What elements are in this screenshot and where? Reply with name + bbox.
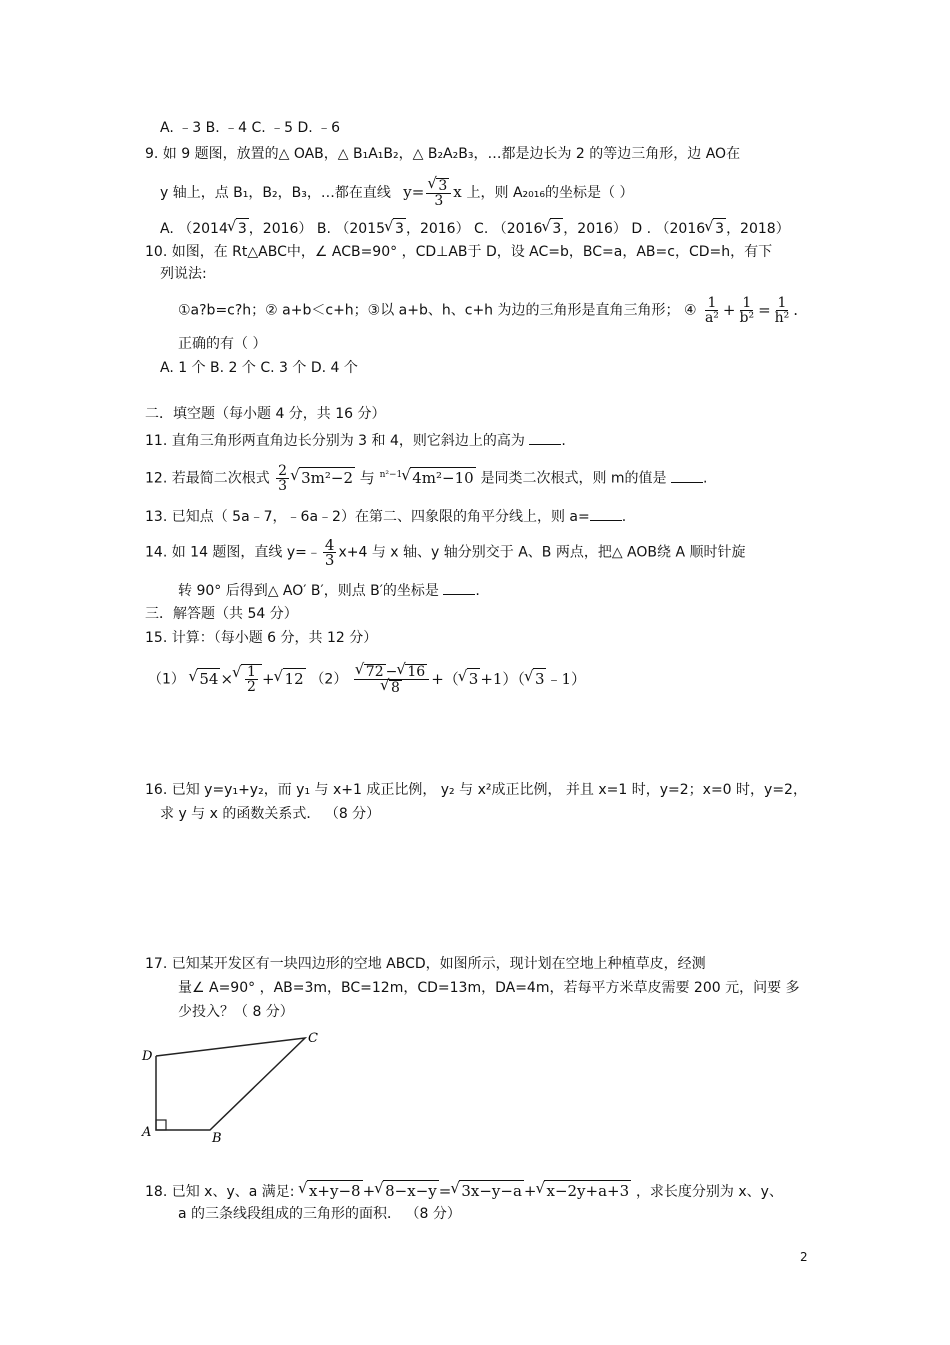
- q15-part1-label: （1）: [148, 671, 185, 688]
- q18-line2: a 的三条线段组成的三角形的面积． （8 分）: [178, 1206, 461, 1222]
- q14-line2: 转 90° 后得到△ AO′ B′，则点 B′的坐标是 .: [178, 580, 480, 601]
- q15-tail2: +1）（: [480, 669, 525, 688]
- q15-sqrt3a: √ 3: [467, 668, 481, 689]
- q18-equation: √ x+y−8 +√ 8−x−y =√ 3x−y−a +√ x−2y+a+3: [299, 1182, 636, 1200]
- q12-radical-1: √ 3m²−2: [299, 467, 355, 488]
- q18-radical-2: √ 8−x−y: [383, 1180, 439, 1201]
- q10-line4: 正确的有（ ）: [178, 336, 267, 352]
- label-c: C: [308, 1031, 318, 1046]
- q16-line2: 求 y 与 x 的函数关系式． （8 分）: [160, 806, 381, 822]
- q15-sqrt72: √ 72: [364, 664, 386, 679]
- eq-right: x: [453, 183, 462, 201]
- label-b: B: [212, 1131, 222, 1146]
- section2-heading: 二．填空题（每小题 4 分，共 16 分）: [145, 406, 386, 422]
- q9-option-b-tail: ，2016）: [405, 221, 470, 237]
- q17-line1: 17. 已知某开发区有一块四边形的空地 ABCD，如图所示，现计划在空地上种植草皮，经测: [145, 956, 706, 972]
- q12-radical-2: √ 4m²−10: [410, 467, 475, 488]
- q17-line2: 量∠ A=90° ，AB=3m，BC=12m，CD=13m，DA=4m，若每平方米草皮需要 200 元，问要 多: [178, 980, 800, 996]
- right-angle-marker: [156, 1120, 166, 1130]
- eq-sqrt: √ 3: [436, 178, 449, 193]
- q9-line2-end: 上，则 A₂₀₁₆的坐标是（ ）: [466, 185, 634, 201]
- q15-tail1: +（: [431, 669, 459, 688]
- f2-num: 1: [742, 295, 752, 311]
- q11-text: 11. 直角三角形两直角边长分别为 3 和 4，则它斜边上的高为: [145, 433, 525, 449]
- q15-half-den: 2: [247, 679, 256, 695]
- q15-part1-expr: [189, 664, 310, 695]
- q14-line2-text: 转 90° 后得到△ AO′ B′，则点 B′的坐标是: [178, 583, 439, 599]
- q11-blank: [529, 430, 561, 445]
- label-d: D: [142, 1049, 153, 1064]
- q9-line1: 9. 如 9 题图，放置的△ OAB，△ B₁A₁B₂，△ B₂A₂B₃，…都是边长为 2 的等边三角形，边 AO在: [145, 146, 741, 162]
- q18-radical-4: √ x−2y+a+3: [544, 1180, 631, 1201]
- q14-num: 4: [324, 536, 335, 554]
- q9-option-c-tail: ，2016）: [563, 221, 627, 237]
- q9-option-b: B. （2015: [316, 221, 386, 237]
- q13-blank: [590, 506, 622, 521]
- q12-and: 与: [359, 468, 375, 487]
- q15-sqrt12: √ 12: [283, 668, 306, 689]
- q8-options: A. ﹣3 B. ﹣4 C. ﹣5 D. ﹣6: [160, 120, 341, 136]
- q13-text: 13. 已知点（ 5a﹣7，﹣6a﹣2）在第二、四象限的角平分线上，则 a=: [145, 509, 590, 525]
- q10-statements: ①a?b=c?h；② a+b＜c+h；③以 a+b、h、c+h 为边的三角形是直角三角形； ④: [178, 302, 697, 319]
- q15-times: ×: [220, 669, 234, 688]
- q12-blank: [671, 468, 703, 483]
- q18-suffix: ，求长度分别为 x、y、: [635, 1184, 783, 1200]
- q15-plus: +: [261, 669, 275, 688]
- q15-expressions: [148, 664, 586, 695]
- q17-line3: 少投入？（ 8 分）: [178, 1004, 294, 1020]
- q9-opt-c-root: √ 3: [550, 218, 563, 239]
- q12-prefix: 12. 若最简二次根式: [145, 470, 270, 487]
- q9-opt-a-root: √ 3: [236, 218, 249, 239]
- q11: 11. 直角三角形两直角边长分别为 3 和 4，则它斜边上的高为 .: [145, 430, 566, 451]
- q9-opt-b-root: √ 3: [393, 218, 406, 239]
- q9-opt-d-root: √ 3: [713, 218, 726, 239]
- q10-line2: 列说法:: [160, 266, 207, 282]
- q13: 13. 已知点（ 5a﹣7，﹣6a﹣2）在第二、四象限的角平分线上，则 a= .: [145, 506, 626, 527]
- f1-den: a²: [704, 310, 719, 326]
- q10-options: A. 1 个 B. 2 个 C. 3 个 D. 4 个: [160, 360, 358, 376]
- q15-title: 15. 计算：（每小题 6 分，共 12 分）: [145, 630, 378, 646]
- q12-expression: [274, 463, 480, 494]
- q9-option-d: D . （2016: [631, 221, 706, 237]
- q9-option-d-tail: ，2018）: [726, 221, 790, 237]
- q12-root-index: n²−1: [379, 469, 403, 480]
- q14-blank: [443, 580, 475, 595]
- q9-line2-start: y 轴上，点 B₁，B₂，B₃，…都在直线: [160, 185, 391, 201]
- q15-part2-label: （2）: [310, 671, 348, 688]
- q9-line-equation: [403, 178, 466, 209]
- q9-option-c: C. （2016: [474, 221, 543, 237]
- q15-half-num: √ 1: [247, 664, 256, 680]
- q14-suffix: x+4 与 x 轴、y 轴分别交于 A、B 两点，把△ AOB绕 A 顺时针旋: [338, 544, 746, 561]
- q18-radical-3: √ 3x−y−a: [459, 1180, 524, 1201]
- q12-coef-num: 2: [278, 463, 288, 479]
- section3-heading: 三．解答题（共 54 分）: [145, 606, 298, 622]
- q10-line3: [178, 296, 798, 325]
- eq-left: y=: [403, 183, 425, 201]
- q15-sqrt8: √ 8: [389, 680, 402, 695]
- f1-num: 1: [707, 295, 717, 311]
- q15-tail3: ﹣1）: [546, 669, 587, 688]
- q9-option-a-tail: ，2016）: [248, 221, 313, 237]
- q10-line1: 10. 如图，在 Rt△ABC中，∠ ACB=90° ，CD⊥AB于 D，设 AC=b，BC=a，AB=c，CD=h，有下: [145, 244, 773, 260]
- q9-line2: [160, 178, 633, 208]
- q15-sqrt3b: √ 3: [533, 668, 547, 689]
- q18-radical-1: √ x+y−8: [307, 1180, 363, 1201]
- q14-prefix: 14. 如 14 题图，直线 y=﹣: [145, 544, 321, 561]
- q12-coef-den: 3: [278, 478, 288, 494]
- q15-minus: −: [385, 664, 398, 680]
- f2-den: b²: [739, 310, 755, 326]
- q18-prefix: 18. 已知 x、y、a 满足:: [145, 1184, 295, 1200]
- q9-option-a: A. （2014: [160, 221, 228, 237]
- q14-den: 3: [324, 551, 335, 569]
- q15-sqrt54: √ 54: [197, 668, 220, 689]
- q12: 12. 若最简二次根式 $\frac{2}{3}$ √ 3m²−2 与 $^{n^2-1}$√ 4m²−10 是同类二次根式，则 m的值是 .: [145, 464, 707, 493]
- q10-fraction-equation: $\frac{1}{\text{a²}}$ + $\frac{1}{\text{b²}}$ = $\frac{1}{\text{h²}}$ .: [704, 295, 799, 326]
- f3-den: h²: [774, 310, 790, 326]
- q15-part2-expr: [352, 664, 587, 696]
- q15-sqrt16: √ 16: [405, 664, 427, 679]
- page-number: 2: [800, 1250, 808, 1264]
- q14-line1: [145, 538, 745, 567]
- q17-quadrilateral-figure: [140, 1026, 330, 1146]
- label-a: A: [142, 1125, 152, 1140]
- quadrilateral-outline: [156, 1038, 305, 1130]
- q18-line1: [145, 1180, 783, 1202]
- eq-den: 3: [434, 193, 444, 209]
- q9-options: [160, 218, 790, 239]
- q12-suffix: 是同类二次根式，则 m的值是: [480, 470, 667, 487]
- f3-num: 1: [777, 295, 787, 311]
- q16-line1: 16. 已知 y=y₁+y₂，而 y₁ 与 x+1 成正比例， y₂ 与 x²成正比例， 并且 x=1 时，y=2；x=0 时，y=2，: [145, 782, 807, 798]
